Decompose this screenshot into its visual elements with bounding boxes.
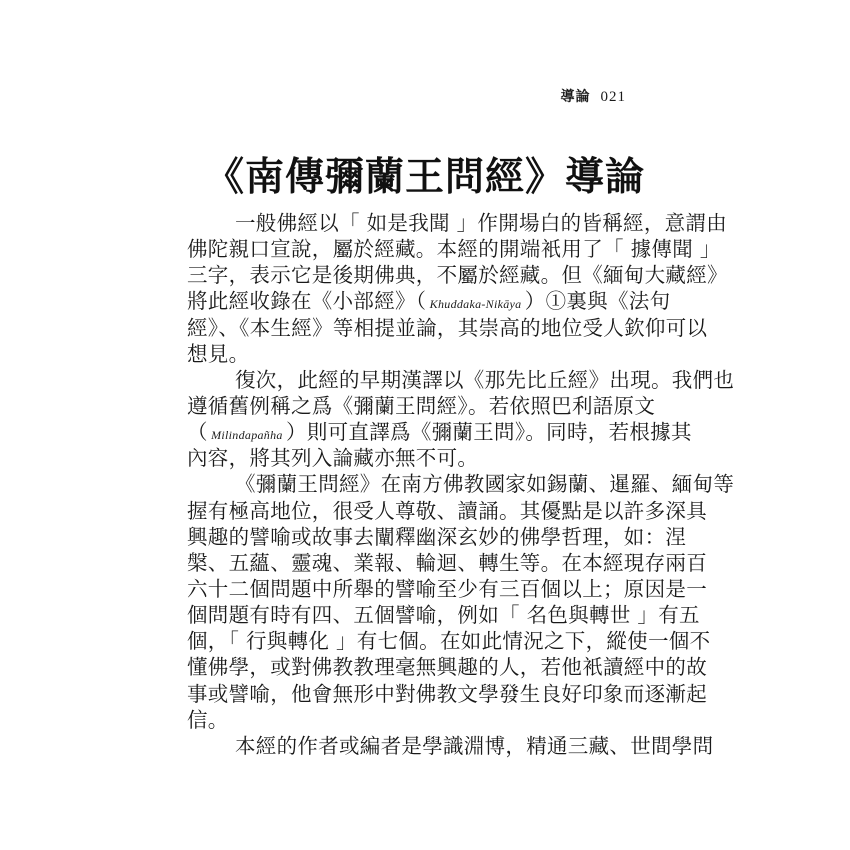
running-header <box>561 86 627 106</box>
text-line: （ Milindapañha ）則可直譯爲《彌蘭王問》。同時，若根據其 <box>187 420 692 445</box>
section-name: 導論 <box>560 89 591 105</box>
text-line: 想見。 <box>187 341 250 366</box>
body-text <box>187 210 735 759</box>
text-line: 個問題有時有四、五個譬喻，例如「 名色與轉世 」有五 <box>187 603 700 628</box>
text-line: 內容，將其列入論藏亦無不可。 <box>187 446 479 471</box>
text-line: 三字，表示它是後期佛典，不屬於經藏。但《緬甸大藏經》 <box>187 263 728 288</box>
latin-term: Khuddaka-Nikāya <box>426 297 525 312</box>
text-line: 佛陀親口宣說，屬於經藏。本經的開端衹用了「 據傳聞 」 <box>187 237 721 262</box>
text-line: 一般佛經以「 如是我聞 」作開場白的皆稱經，意謂由 <box>235 211 728 235</box>
latin-term: Milindapañha <box>207 428 287 443</box>
text-line: 復次，此經的早期漢譯以《那先比丘經》出現。我們也 <box>235 367 735 392</box>
text-line: 本經的作者或編者是學識淵博，精通三藏、世間學問 <box>235 733 714 758</box>
text-line: 事或譬喻，他會無形中對佛教文學發生良好印象而逐漸起 <box>187 681 707 706</box>
text-line: 槃、五蘊、靈魂、業報、輪迴、轉生等。在本經現存兩百 <box>187 550 707 575</box>
text-line: 信。 <box>187 707 229 732</box>
text-line: 懂佛學，或對佛教教理毫無興趣的人，若他衹讀經中的故 <box>187 655 707 680</box>
page-number: 021 <box>600 89 626 105</box>
text-line: 經》、《本生經》等相提並論，其崇高的地位受人欽仰可以 <box>187 315 708 340</box>
text-line: 將此經收錄在《小部經》（ Khuddaka-Nikāya ）①裏與《法句 <box>187 289 671 314</box>
chapter-title: 《南傳彌蘭王問經》導論 <box>204 155 645 200</box>
text-line: 六十二個問題中所舉的譬喻至少有三百個以上；原因是一 <box>187 576 707 601</box>
text-line: 遵循舊例稱之爲《彌蘭王問經》。若依照巴利語原文 <box>187 393 656 418</box>
text-line: 興趣的譬喻或故事去闡釋幽深玄妙的佛學哲理，如：涅 <box>187 524 687 549</box>
text-line: 握有極高地位，很受人尊敬、讀誦。其優點是以許多深具 <box>187 498 707 523</box>
text-line: 個，「 行與轉化 」有七個。在如此情況之下，縱使一個不 <box>187 629 711 654</box>
text-line: 《彌蘭王問經》在南方佛教國家如錫蘭、暹羅、緬甸等 <box>235 472 735 497</box>
